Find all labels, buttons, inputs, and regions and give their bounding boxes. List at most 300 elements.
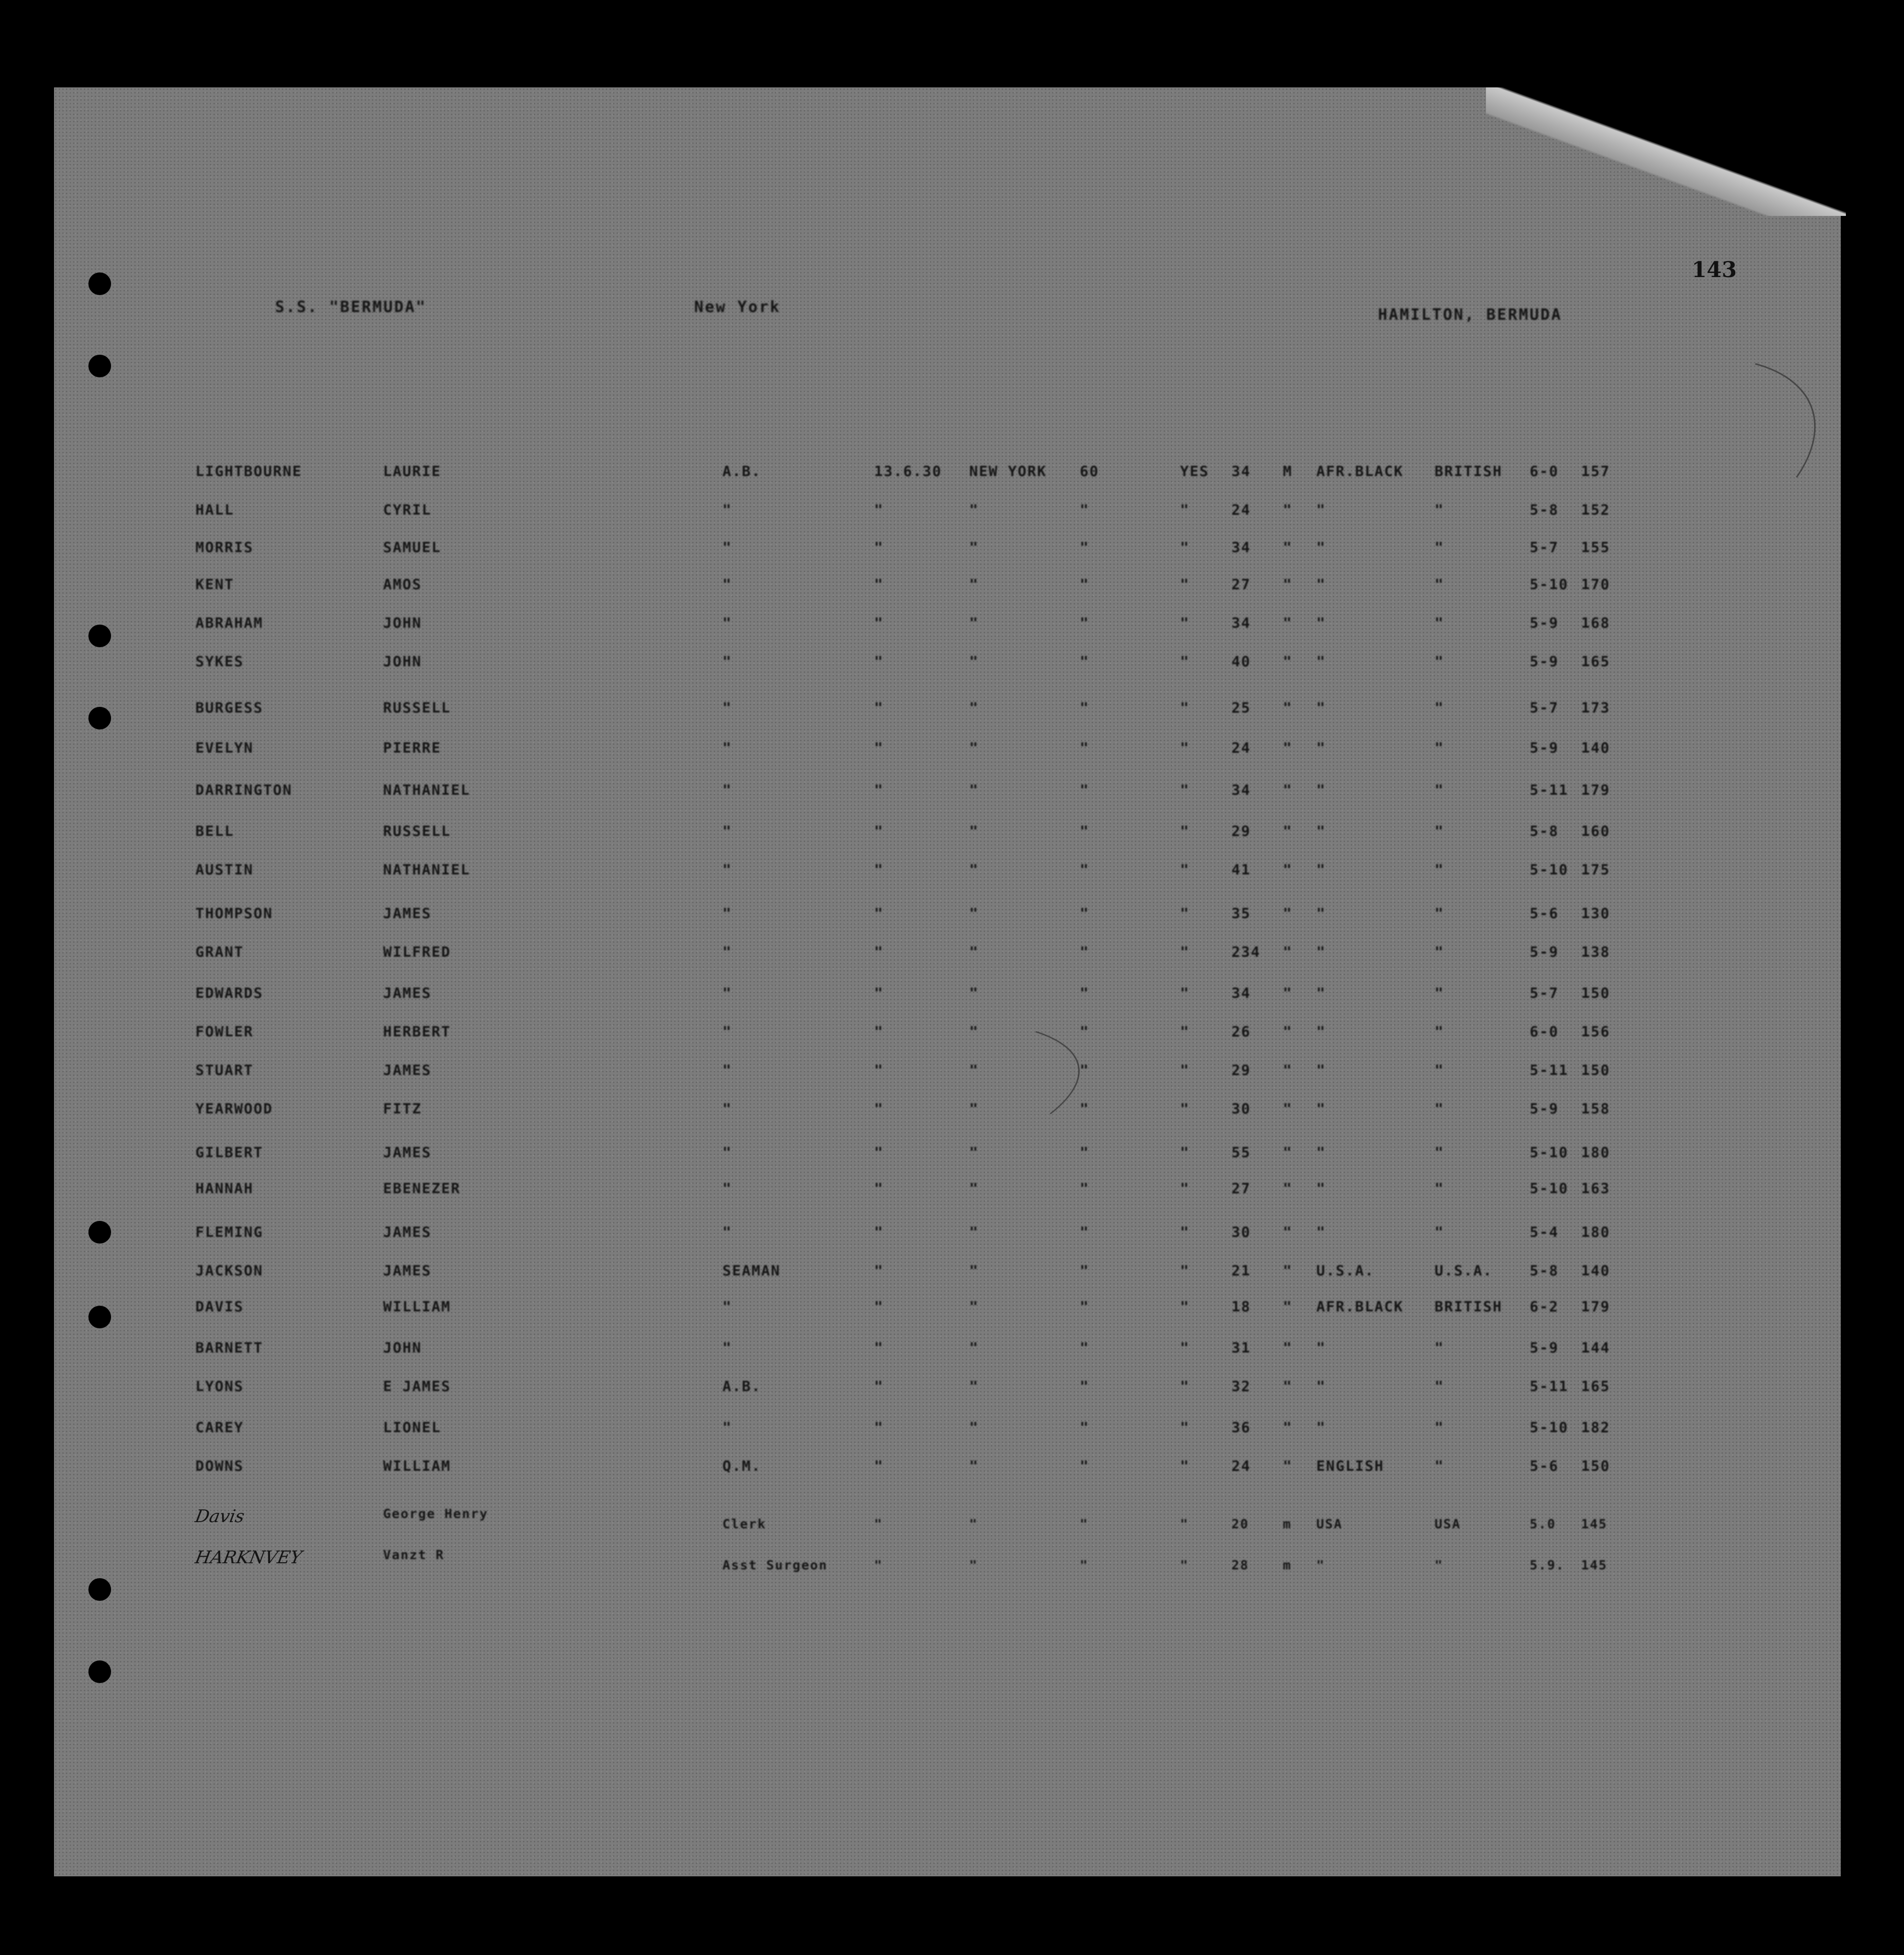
- cell-sex: ": [1283, 1144, 1293, 1161]
- cell-given: SAMUEL: [383, 539, 442, 556]
- cell-position: ": [722, 1144, 732, 1161]
- cell-sex: ": [1283, 699, 1293, 716]
- cell-capacity: ": [1180, 905, 1190, 922]
- cell-date: ": [874, 984, 884, 1001]
- cell-capacity: ": [1180, 1062, 1190, 1079]
- cell-race: ": [1316, 823, 1326, 839]
- cell-race: ": [1316, 1339, 1326, 1356]
- cell-port: ": [969, 905, 979, 922]
- cell-length: ": [1080, 539, 1090, 556]
- cell-length: ": [1080, 823, 1090, 839]
- cell-sex: ": [1283, 539, 1293, 556]
- cell-height: 6-0: [1530, 1023, 1559, 1040]
- cell-age: 40: [1231, 653, 1251, 670]
- cell-given: E JAMES: [383, 1378, 451, 1395]
- cell-weight: 145: [1581, 1558, 1608, 1573]
- cell-height: 5.0: [1530, 1517, 1556, 1531]
- cell-port: ": [969, 576, 979, 593]
- cell-weight: 182: [1581, 1419, 1610, 1436]
- cell-race: ": [1316, 1144, 1326, 1161]
- cell-port: ": [969, 984, 979, 1001]
- cell-nationality: ": [1435, 653, 1444, 670]
- cell-nationality: ": [1435, 1223, 1444, 1240]
- cell-surname: GILBERT: [195, 1144, 264, 1161]
- cell-port: ": [969, 1419, 979, 1436]
- cell-sex: ": [1283, 943, 1293, 960]
- cell-capacity: ": [1180, 984, 1190, 1001]
- cell-given: JAMES: [383, 1062, 432, 1079]
- cell-date: ": [874, 1100, 884, 1117]
- cell-surname: LYONS: [195, 1378, 244, 1395]
- cell-nationality: ": [1435, 576, 1444, 593]
- cell-length: ": [1080, 653, 1090, 670]
- cell-position: Q.M.: [722, 1457, 761, 1474]
- cell-position: Asst Surgeon: [722, 1558, 828, 1573]
- cell-height: 5-8: [1530, 501, 1559, 518]
- cell-weight: 165: [1581, 1378, 1610, 1395]
- cell-date: ": [874, 823, 884, 839]
- cell-nationality: ": [1435, 823, 1444, 839]
- cell-race: ": [1316, 1558, 1326, 1573]
- cell-port: ": [969, 1457, 979, 1474]
- punch-hole: [88, 625, 111, 647]
- cell-weight: 180: [1581, 1223, 1610, 1240]
- cell-position: ": [722, 861, 732, 878]
- cell-capacity: ": [1180, 781, 1190, 798]
- cell-height: 5-8: [1530, 823, 1559, 839]
- cell-length: ": [1080, 1339, 1090, 1356]
- cell-surname: JACKSON: [195, 1262, 264, 1279]
- cell-position: ": [722, 699, 732, 716]
- cell-port: ": [969, 699, 979, 716]
- cell-given: LAURIE: [383, 463, 442, 480]
- cell-port: ": [969, 1558, 978, 1573]
- cell-height: 6-2: [1530, 1298, 1559, 1315]
- cell-given: EBENEZER: [383, 1180, 461, 1197]
- cell-nationality: ": [1435, 1339, 1444, 1356]
- cell-given: WILLIAM: [383, 1298, 451, 1315]
- cell-race: ": [1316, 739, 1326, 756]
- cell-port: ": [969, 1223, 979, 1240]
- cell-race: ENGLISH: [1316, 1457, 1385, 1474]
- cell-age: 234: [1231, 943, 1261, 960]
- cell-weight: 160: [1581, 823, 1610, 839]
- cell-age: 26: [1231, 1023, 1251, 1040]
- page-number: 143: [1692, 257, 1737, 282]
- cell-position: ": [722, 1419, 732, 1436]
- cell-race: ": [1316, 653, 1326, 670]
- manifest-page: [54, 87, 1841, 1876]
- cell-nationality: ": [1435, 539, 1444, 556]
- cell-weight: 130: [1581, 905, 1610, 922]
- cell-sex: ": [1283, 1298, 1293, 1315]
- cell-height: 5-4: [1530, 1223, 1559, 1240]
- cell-position: Clerk: [722, 1517, 767, 1531]
- cell-position: ": [722, 781, 732, 798]
- cell-capacity: ": [1180, 1262, 1190, 1279]
- cell-race: ": [1316, 1062, 1326, 1079]
- cell-age: 30: [1231, 1223, 1251, 1240]
- cell-surname: BURGESS: [195, 699, 264, 716]
- cell-surname: SYKES: [195, 653, 244, 670]
- cell-position: ": [722, 501, 732, 518]
- cell-position: ": [722, 1100, 732, 1117]
- cell-length: ": [1080, 614, 1090, 631]
- vessel-name: S.S. "BERMUDA": [275, 298, 427, 316]
- cell-nationality: ": [1435, 501, 1444, 518]
- cell-port: ": [969, 1298, 979, 1315]
- cell-sex: ": [1283, 823, 1293, 839]
- cell-length: ": [1080, 1378, 1090, 1395]
- cell-sex: ": [1283, 1457, 1293, 1474]
- cell-capacity: ": [1180, 1298, 1190, 1315]
- cell-capacity: ": [1180, 1339, 1190, 1356]
- cell-port: ": [969, 501, 979, 518]
- cell-nationality: ": [1435, 905, 1444, 922]
- port-of-departure: New York: [694, 298, 781, 316]
- cell-nationality: BRITISH: [1435, 1298, 1503, 1315]
- cell-sex: ": [1283, 614, 1293, 631]
- cell-position: A.B.: [722, 463, 761, 480]
- cell-port: ": [969, 1339, 979, 1356]
- cell-given: NATHANIEL: [383, 781, 470, 798]
- cell-nationality: ": [1435, 1144, 1444, 1161]
- cell-height: 5-9: [1530, 943, 1559, 960]
- cell-port: ": [969, 823, 979, 839]
- cell-port: ": [969, 1180, 979, 1197]
- cell-length: 60: [1080, 463, 1099, 480]
- cell-port: ": [969, 1517, 978, 1531]
- cell-weight: 180: [1581, 1144, 1610, 1161]
- cell-sex: m: [1283, 1558, 1292, 1573]
- cell-capacity: ": [1180, 539, 1190, 556]
- cell-given: PIERRE: [383, 739, 442, 756]
- cell-position: ": [722, 1339, 732, 1356]
- cell-height: 5-10: [1530, 576, 1569, 593]
- cell-port: ": [969, 943, 979, 960]
- cell-port: ": [969, 1023, 979, 1040]
- cell-weight: 156: [1581, 1023, 1610, 1040]
- cell-date: 13.6.30: [874, 463, 942, 480]
- cell-given: RUSSELL: [383, 699, 451, 716]
- cell-height: 5-10: [1530, 1180, 1569, 1197]
- cell-date: ": [874, 1223, 884, 1240]
- cell-surname: HARKNVEY: [193, 1547, 304, 1568]
- cell-capacity: ": [1180, 1144, 1190, 1161]
- cell-position: ": [722, 614, 732, 631]
- cell-nationality: ": [1435, 1062, 1444, 1079]
- cell-capacity: ": [1180, 739, 1190, 756]
- cell-age: 36: [1231, 1419, 1251, 1436]
- cell-weight: 158: [1581, 1100, 1610, 1117]
- cell-capacity: ": [1180, 614, 1190, 631]
- cell-sex: ": [1283, 781, 1293, 798]
- cell-weight: 163: [1581, 1180, 1610, 1197]
- cell-position: ": [722, 1062, 732, 1079]
- cell-sex: ": [1283, 984, 1293, 1001]
- cell-weight: 138: [1581, 943, 1610, 960]
- cell-surname: THOMPSON: [195, 905, 273, 922]
- cell-port: ": [969, 1062, 979, 1079]
- cell-nationality: ": [1435, 1457, 1444, 1474]
- cell-race: U.S.A.: [1316, 1262, 1375, 1279]
- cell-position: ": [722, 1180, 732, 1197]
- cell-nationality: ": [1435, 984, 1444, 1001]
- cell-surname: AUSTIN: [195, 861, 254, 878]
- cell-nationality: ": [1435, 861, 1444, 878]
- cell-surname: BELL: [195, 823, 234, 839]
- cell-sex: ": [1283, 861, 1293, 878]
- cell-nationality: ": [1435, 614, 1444, 631]
- cell-length: ": [1080, 1419, 1090, 1436]
- cell-date: ": [874, 1180, 884, 1197]
- cell-given: HERBERT: [383, 1023, 451, 1040]
- cell-length: ": [1080, 984, 1090, 1001]
- cell-sex: ": [1283, 653, 1293, 670]
- cell-surname: DAVIS: [195, 1298, 244, 1315]
- cell-nationality: ": [1435, 943, 1444, 960]
- cell-weight: 179: [1581, 1298, 1610, 1315]
- cell-surname: EVELYN: [195, 739, 254, 756]
- cell-date: ": [874, 943, 884, 960]
- cell-age: 24: [1231, 1457, 1251, 1474]
- cell-port: ": [969, 1378, 979, 1395]
- cell-nationality: ": [1435, 1180, 1444, 1197]
- cell-race: ": [1316, 1100, 1326, 1117]
- cell-given: JAMES: [383, 905, 432, 922]
- punch-hole: [88, 1221, 111, 1244]
- cell-length: ": [1080, 905, 1090, 922]
- cell-age: 34: [1231, 614, 1251, 631]
- cell-age: 34: [1231, 463, 1251, 480]
- cell-surname: MORRIS: [195, 539, 254, 556]
- cell-position: ": [722, 905, 732, 922]
- cell-surname: STUART: [195, 1062, 254, 1079]
- cell-capacity: ": [1180, 1223, 1190, 1240]
- cell-given: JAMES: [383, 984, 432, 1001]
- cell-given: JOHN: [383, 1339, 422, 1356]
- cell-nationality: ": [1435, 1558, 1444, 1573]
- cell-length: ": [1080, 1180, 1090, 1197]
- cell-length: ": [1080, 1517, 1089, 1531]
- cell-position: ": [722, 1223, 732, 1240]
- cell-length: ": [1080, 739, 1090, 756]
- cell-date: ": [874, 1339, 884, 1356]
- cell-nationality: BRITISH: [1435, 463, 1503, 480]
- punch-hole: [88, 355, 111, 377]
- cell-weight: 140: [1581, 1262, 1610, 1279]
- cell-height: 5-8: [1530, 1262, 1559, 1279]
- cell-race: ": [1316, 501, 1326, 518]
- cell-weight: 150: [1581, 1457, 1610, 1474]
- cell-length: ": [1080, 1223, 1090, 1240]
- cell-date: ": [874, 501, 884, 518]
- cell-capacity: ": [1180, 1378, 1190, 1395]
- cell-height: 5-9: [1530, 1100, 1559, 1117]
- cell-age: 34: [1231, 984, 1251, 1001]
- cell-length: ": [1080, 1100, 1090, 1117]
- cell-height: 5-7: [1530, 699, 1559, 716]
- cell-race: ": [1316, 861, 1326, 878]
- cell-nationality: ": [1435, 1378, 1444, 1395]
- cell-race: AFR.BLACK: [1316, 463, 1404, 480]
- cell-weight: 144: [1581, 1339, 1610, 1356]
- cell-length: ": [1080, 1144, 1090, 1161]
- cell-height: 5-10: [1530, 861, 1569, 878]
- cell-date: ": [874, 781, 884, 798]
- cell-race: ": [1316, 943, 1326, 960]
- cell-race: ": [1316, 781, 1326, 798]
- cell-weight: 173: [1581, 699, 1610, 716]
- cell-surname: FOWLER: [195, 1023, 254, 1040]
- cell-given: NATHANIEL: [383, 861, 470, 878]
- cell-sex: ": [1283, 1023, 1293, 1040]
- cell-race: ": [1316, 905, 1326, 922]
- cell-nationality: ": [1435, 781, 1444, 798]
- cell-length: ": [1080, 1062, 1090, 1079]
- cell-age: 55: [1231, 1144, 1251, 1161]
- cell-capacity: ": [1180, 1558, 1189, 1573]
- cell-date: ": [874, 739, 884, 756]
- cell-height: 5-6: [1530, 1457, 1559, 1474]
- cell-nationality: ": [1435, 1100, 1444, 1117]
- cell-weight: 150: [1581, 1062, 1610, 1079]
- cell-weight: 150: [1581, 984, 1610, 1001]
- cell-given: FITZ: [383, 1100, 422, 1117]
- cell-capacity: ": [1180, 943, 1190, 960]
- cell-capacity: ": [1180, 1517, 1189, 1531]
- cell-length: ": [1080, 781, 1090, 798]
- cell-race: ": [1316, 699, 1326, 716]
- punch-hole: [88, 1660, 111, 1683]
- cell-surname: HALL: [195, 501, 234, 518]
- punch-hole: [88, 707, 111, 729]
- cell-position: ": [722, 984, 732, 1001]
- cell-surname: KENT: [195, 576, 234, 593]
- cell-surname: ABRAHAM: [195, 614, 264, 631]
- cell-capacity: ": [1180, 699, 1190, 716]
- cell-height: 5-10: [1530, 1419, 1569, 1436]
- cell-given: JAMES: [383, 1262, 432, 1279]
- cell-weight: 152: [1581, 501, 1610, 518]
- cell-given: RUSSELL: [383, 823, 451, 839]
- cell-sex: ": [1283, 1100, 1293, 1117]
- cell-sex: M: [1283, 463, 1293, 480]
- cell-given: JOHN: [383, 653, 422, 670]
- cell-height: 5-9: [1530, 739, 1559, 756]
- cell-age: 27: [1231, 576, 1251, 593]
- cell-position: ": [722, 943, 732, 960]
- cell-capacity: ": [1180, 861, 1190, 878]
- cell-nationality: ": [1435, 1419, 1444, 1436]
- cell-race: ": [1316, 984, 1326, 1001]
- cell-age: 41: [1231, 861, 1251, 878]
- cell-port: ": [969, 781, 979, 798]
- cell-length: ": [1080, 1262, 1090, 1279]
- cell-weight: 155: [1581, 539, 1610, 556]
- cell-date: ": [874, 539, 884, 556]
- cell-race: ": [1316, 576, 1326, 593]
- cell-weight: 179: [1581, 781, 1610, 798]
- cell-port: ": [969, 614, 979, 631]
- cell-given: George Henry: [383, 1506, 488, 1521]
- cell-position: ": [722, 539, 732, 556]
- cell-height: 5-7: [1530, 984, 1559, 1001]
- cell-date: ": [874, 1558, 883, 1573]
- cell-given: LIONEL: [383, 1419, 442, 1436]
- cell-sex: ": [1283, 1223, 1293, 1240]
- cell-surname: CAREY: [195, 1419, 244, 1436]
- cell-date: ": [874, 1517, 883, 1531]
- cell-date: ": [874, 1262, 884, 1279]
- cell-nationality: ": [1435, 699, 1444, 716]
- cell-date: ": [874, 653, 884, 670]
- cell-length: ": [1080, 1023, 1090, 1040]
- cell-given: AMOS: [383, 576, 422, 593]
- cell-length: ": [1080, 1457, 1090, 1474]
- cell-port: ": [969, 1144, 979, 1161]
- cell-age: 32: [1231, 1378, 1251, 1395]
- punch-hole: [88, 1578, 111, 1601]
- cell-nationality: ": [1435, 1023, 1444, 1040]
- cell-age: 30: [1231, 1100, 1251, 1117]
- cell-length: ": [1080, 699, 1090, 716]
- cell-race: ": [1316, 1419, 1326, 1436]
- cell-sex: ": [1283, 1339, 1293, 1356]
- cell-weight: 165: [1581, 653, 1610, 670]
- cell-surname: BARNETT: [195, 1339, 264, 1356]
- cell-age: 34: [1231, 781, 1251, 798]
- cell-surname: YEARWOOD: [195, 1100, 273, 1117]
- cell-capacity: ": [1180, 1419, 1190, 1436]
- cell-height: 5-7: [1530, 539, 1559, 556]
- cell-port: ": [969, 739, 979, 756]
- cell-age: 20: [1231, 1517, 1249, 1531]
- cell-sex: ": [1283, 501, 1293, 518]
- cell-given: JOHN: [383, 614, 422, 631]
- cell-position: ": [722, 653, 732, 670]
- cell-date: ": [874, 614, 884, 631]
- cell-age: 31: [1231, 1339, 1251, 1356]
- cell-capacity: ": [1180, 653, 1190, 670]
- cell-surname: GRANT: [195, 943, 244, 960]
- cell-sex: ": [1283, 905, 1293, 922]
- cell-nationality: U.S.A.: [1435, 1262, 1493, 1279]
- cell-surname: LIGHTBOURNE: [195, 463, 302, 480]
- cell-nationality: USA: [1435, 1517, 1461, 1531]
- cell-age: 25: [1231, 699, 1251, 716]
- cell-length: ": [1080, 576, 1090, 593]
- cell-surname: FLEMING: [195, 1223, 264, 1240]
- punch-hole: [88, 1306, 111, 1328]
- cell-capacity: ": [1180, 1180, 1190, 1197]
- cell-date: ": [874, 1144, 884, 1161]
- cell-position: ": [722, 576, 732, 593]
- cell-race: ": [1316, 1378, 1326, 1395]
- cell-age: 18: [1231, 1298, 1251, 1315]
- cell-race: ": [1316, 1223, 1326, 1240]
- cell-position: ": [722, 739, 732, 756]
- cell-date: ": [874, 1419, 884, 1436]
- cell-capacity: ": [1180, 1100, 1190, 1117]
- cell-height: 5-11: [1530, 1378, 1569, 1395]
- cell-sex: ": [1283, 576, 1293, 593]
- cell-surname: DARRINGTON: [195, 781, 293, 798]
- cell-length: ": [1080, 943, 1090, 960]
- cell-weight: 175: [1581, 861, 1610, 878]
- punch-hole: [88, 272, 111, 295]
- cell-weight: 170: [1581, 576, 1610, 593]
